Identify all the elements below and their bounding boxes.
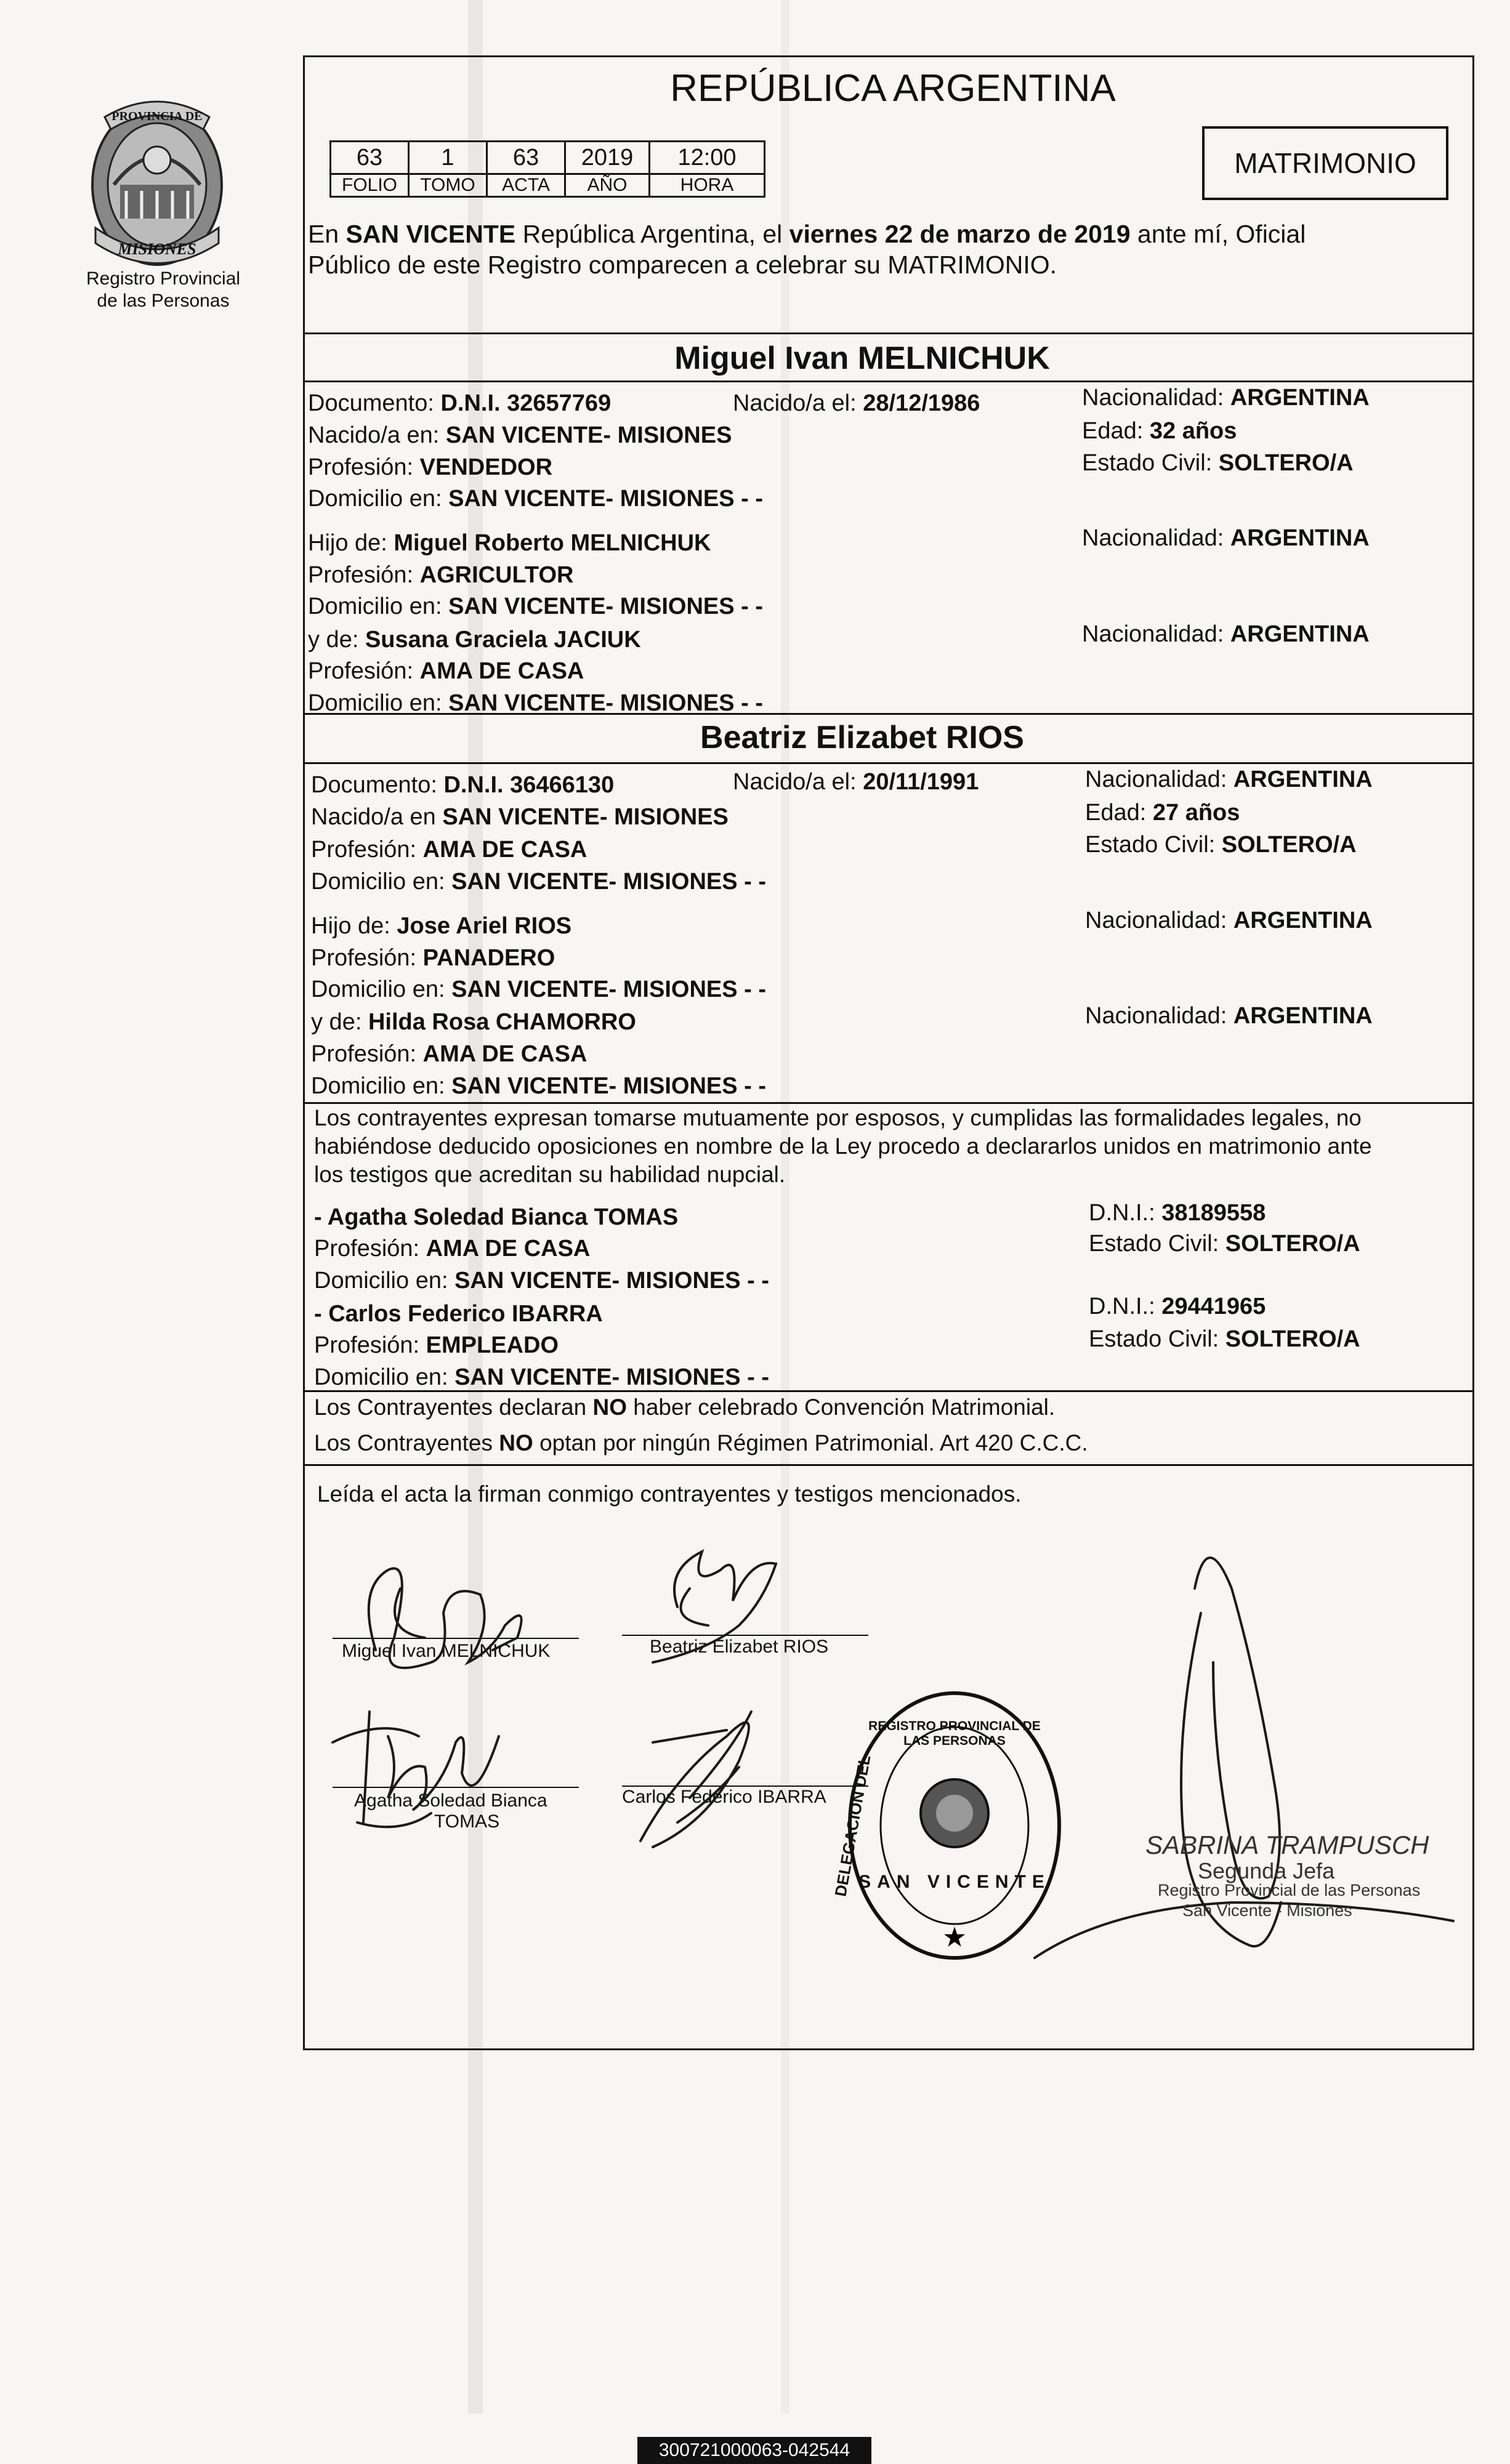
witness1-profession: Profesión: AMA DE CASA (314, 1236, 591, 1262)
bride-nationality: Nacionalidad: ARGENTINA (1085, 767, 1373, 792)
bride-profession: Profesión: AMA DE CASA (311, 837, 587, 863)
bride-father: Hijo de: Jose Ariel RIOS (311, 913, 572, 939)
stamp-ring-text-left: DELEGACION DEL (831, 1753, 874, 1898)
witness1-signature-label: Agatha Soledad Bianca TOMAS (354, 1790, 547, 1832)
witness1-name: - Agatha Soledad Bianca TOMAS (314, 1204, 679, 1230)
footer-barcode-strip (637, 2437, 871, 2464)
acta-value: 63 (486, 140, 566, 175)
witness1-civil-status: Estado Civil: SOLTERO/A (1089, 1231, 1360, 1257)
acta-label: ACTA (486, 173, 566, 198)
declaration-line2: habiéndose deducido oposiciones en nombre de la Ley procedo a declararlos unidos en matrimonio ante (314, 1133, 1372, 1159)
witness2-name: - Carlos Federico IBARRA (314, 1301, 603, 1327)
stamp-ring-text: REGISTRO PROVINCIAL DE LAS PERSONAS (868, 1719, 1041, 1748)
bride-mother-profession: Profesión: AMA DE CASA (311, 1041, 587, 1067)
groom-father-profession: Profesión: AGRICULTOR (308, 562, 574, 588)
year-label: AÑO (564, 173, 650, 198)
groom-name: Miguel Ivan MELNICHUK (674, 340, 1050, 376)
groom-mother-nationality: Nacionalidad: ARGENTINA (1082, 621, 1370, 647)
witness1-address: Domicilio en: SAN VICENTE- MISIONES - - (314, 1268, 769, 1294)
official-office2: San Vicente - Misiones (1182, 1901, 1352, 1920)
bride-birthdate: Nacido/a el: 20/11/1991 (733, 769, 979, 795)
witness2-dni: D.N.I.: 29441965 (1089, 1294, 1266, 1319)
groom-mother-address: Domicilio en: SAN VICENTE- MISIONES - - (308, 690, 763, 716)
groom-signature-label: Miguel Ivan MELNICHUK (342, 1641, 551, 1661)
bride-father-profession: Profesión: PANADERO (311, 945, 555, 971)
official-office1: Registro Provincial de las Personas (1158, 1881, 1421, 1899)
intro-place: SAN VICENTE (345, 220, 516, 248)
stamp-center-text: SAN VICENTE (858, 1872, 1051, 1892)
bride-signature (653, 1552, 776, 1662)
declaration-line3: los testigos que acreditan su habilidad nupcial. (314, 1162, 786, 1187)
section-divider (303, 1390, 1474, 1392)
bride-signature-label: Beatriz Elizabet RIOS (650, 1637, 829, 1657)
witness1-dni: D.N.I.: 38189558 (1089, 1200, 1266, 1226)
svg-text:★: ★ (943, 1924, 966, 1951)
groom-father-nationality: Nacionalidad: ARGENTINA (1082, 525, 1370, 551)
section-divider (303, 713, 1474, 715)
bride-age: Edad: 27 años (1085, 800, 1240, 826)
groom-mother: y de: Susana Graciela JACIUK (308, 627, 641, 653)
groom-father-address: Domicilio en: SAN VICENTE- MISIONES - - (308, 594, 763, 619)
folio-value: 63 (329, 140, 410, 175)
convention-line2: Los Contrayentes NO optan por ningún Régimen Patrimonial. Art 420 C.C.C. (314, 1430, 1088, 1455)
intro-line1: En SAN VICENTE República Argentina, el viernes 22 de marzo de 2019 ante mí, Oficial (308, 220, 1306, 248)
groom-civil-status: Estado Civil: SOLTERO/A (1082, 450, 1354, 476)
tomo-value: 1 (408, 140, 488, 175)
bride-birthplace: Nacido/a en SAN VICENTE- MISIONES (311, 804, 729, 830)
witness2-signature (640, 1712, 751, 1847)
intro-date: viernes 22 de marzo de 2019 (789, 220, 1131, 248)
official-name: SABRINA TRAMPUSCH (1145, 1830, 1429, 1859)
witness2-address: Domicilio en: SAN VICENTE- MISIONES - - (314, 1364, 769, 1390)
folio-label: FOLIO (329, 173, 410, 198)
bride-address: Domicilio en: SAN VICENTE- MISIONES - - (311, 869, 766, 895)
closing-statement: Leída el acta la firman conmigo contrayentes y testigos mencionados. (317, 1481, 1022, 1507)
time-value: 12:00 (648, 140, 765, 175)
intro-line2: Público de este Registro comparecen a celebrar su MATRIMONIO. (308, 251, 1057, 279)
witness2-profession: Profesión: EMPLEADO (314, 1332, 559, 1358)
logo-ring-top: PROVINCIA DE (111, 110, 203, 123)
bride-father-address: Domicilio en: SAN VICENTE- MISIONES - - (311, 976, 766, 1002)
declaration-line1: Los contrayentes expresan tomarse mutuamente por esposos, y cumplidas las formalidades legales, no (314, 1105, 1362, 1130)
bride-mother: y de: Hilda Rosa CHAMORRO (311, 1009, 636, 1035)
groom-document: Documento: D.N.I. 32657769 (308, 390, 612, 416)
bride-name: Beatriz Elizabet RIOS (700, 720, 1024, 755)
groom-age: Edad: 32 años (1082, 418, 1237, 444)
logo-caption (62, 268, 265, 312)
witness2-signature-label: Carlos Federico IBARRA (622, 1787, 826, 1807)
groom-signature (369, 1568, 522, 1668)
bride-father-nationality: Nacionalidad: ARGENTINA (1085, 908, 1373, 933)
bride-mother-address: Domicilio en: SAN VICENTE- MISIONES - - (311, 1073, 766, 1099)
record-type-box: MATRIMONIO (1202, 126, 1448, 200)
witness1-signature (333, 1712, 499, 1827)
groom-nationality: Nacionalidad: ARGENTINA (1082, 385, 1370, 411)
logo-caption-line2: de las Personas (97, 291, 230, 311)
groom-address: Domicilio en: SAN VICENTE- MISIONES - - (308, 486, 763, 512)
page-title: REPÚBLICA ARGENTINA (670, 67, 1116, 110)
logo-caption-line1: Registro Provincial (86, 268, 241, 289)
groom-birthdate: Nacido/a el: 28/12/1986 (733, 390, 980, 416)
section-divider (303, 1102, 1474, 1104)
section-divider (303, 762, 1474, 764)
registry-logo (71, 92, 249, 277)
logo-ring-bottom: MISIONES (118, 240, 196, 258)
year-value: 2019 (564, 140, 650, 175)
bride-document: Documento: D.N.I. 36466130 (311, 772, 615, 798)
official-stamp (831, 1687, 1065, 1964)
groom-birthplace: Nacido/a en: SAN VICENTE- MISIONES (308, 422, 732, 448)
section-divider (303, 332, 1474, 334)
section-divider (303, 1464, 1474, 1466)
bride-civil-status: Estado Civil: SOLTERO/A (1085, 832, 1357, 858)
convention-line1: Los Contrayentes declaran NO haber celebrado Convención Matrimonial. (314, 1395, 1056, 1420)
bride-mother-nationality: Nacionalidad: ARGENTINA (1085, 1003, 1373, 1029)
groom-mother-profession: Profesión: AMA DE CASA (308, 658, 584, 684)
groom-father: Hijo de: Miguel Roberto MELNICHUK (308, 530, 711, 556)
tomo-label: TOMO (408, 173, 488, 198)
groom-profession: Profesión: VENDEDOR (308, 454, 553, 480)
witness2-civil-status: Estado Civil: SOLTERO/A (1089, 1326, 1360, 1352)
document-code: 300721000063-042544 (658, 2440, 850, 2460)
section-divider (303, 380, 1474, 382)
official-role: Segunda Jefa (1198, 1858, 1335, 1883)
time-label: HORA (648, 173, 765, 198)
